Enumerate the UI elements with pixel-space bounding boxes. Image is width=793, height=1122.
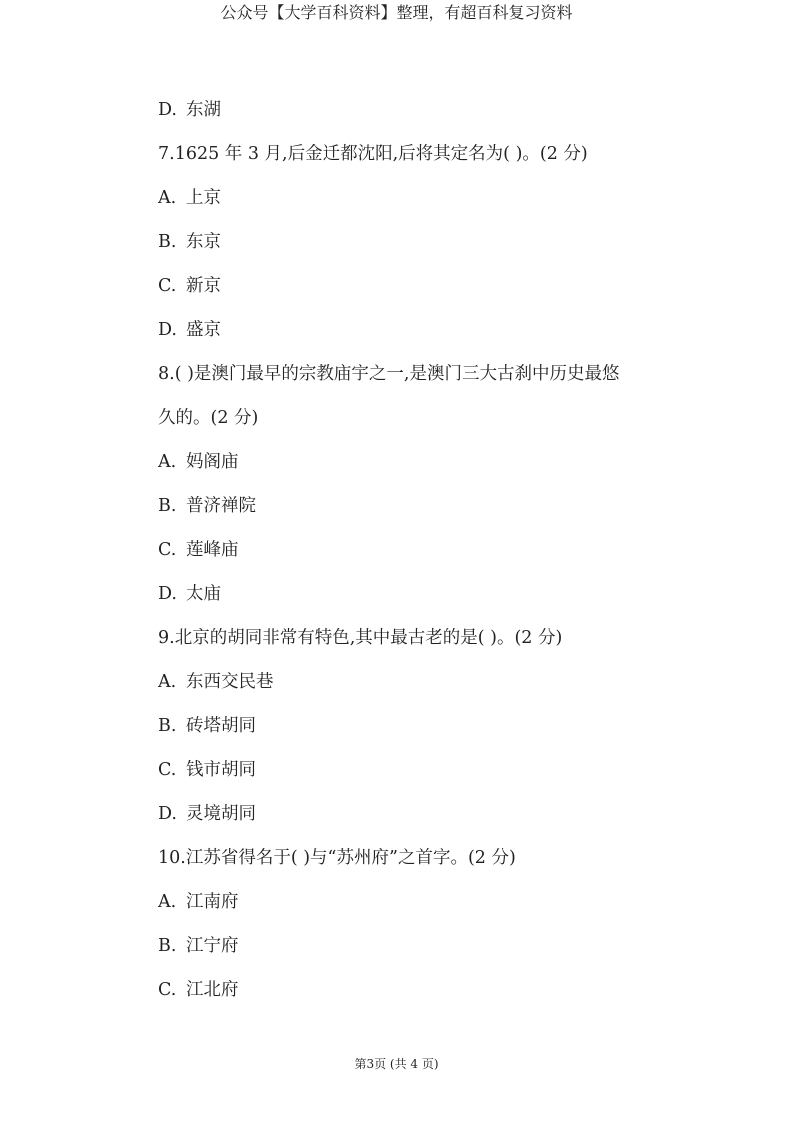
option-letter: C. [158,276,177,296]
option-line [158,88,678,132]
option-letter: B. [158,936,177,956]
option-text: 钱市胡同 [186,760,256,780]
option-line [158,704,678,748]
question-line: 9.北京的胡同非常有特色,其中最古老的是( )。(2 分) [158,628,563,648]
option-letter: B. [158,232,177,252]
page-number: 第3页 (共 4 页) [354,1057,439,1071]
option-letter: A. [158,452,177,472]
option-text: 灵境胡同 [186,804,256,824]
question-line: 7.1625 年 3 月,后金迁都沈阳,后将其定名为( )。(2 分) [158,144,588,164]
option-line [158,748,678,792]
option-letter: C. [158,980,177,1000]
question-line: 久的。(2 分) [158,408,259,428]
option-letter: D. [158,584,177,604]
option-line [158,572,678,616]
option-text: 盛京 [186,320,221,340]
option-letter: A. [158,672,177,692]
option-line [158,220,678,264]
option-text: 东西交民巷 [186,672,274,692]
option-letter: A. [158,892,177,912]
option-text: 江北府 [186,980,239,1000]
question-content [158,88,678,1012]
option-text: 东湖 [186,100,221,120]
question-line: 8.( )是澳门最早的宗教庙宇之一,是澳门三大古刹中历史最悠 [158,364,620,384]
option-text: 新京 [186,276,221,296]
option-text: 太庙 [186,584,221,604]
option-letter: B. [158,496,177,516]
option-line [158,528,678,572]
option-letter: D. [158,100,177,120]
option-line [158,660,678,704]
option-line [158,308,678,352]
option-line [158,792,678,836]
option-line [158,264,678,308]
option-line [158,176,678,220]
option-text: 妈阁庙 [186,452,239,472]
option-letter: A. [158,188,177,208]
option-text: 普济禅院 [186,496,256,516]
option-text: 江宁府 [186,936,239,956]
option-letter: C. [158,540,177,560]
option-text: 江南府 [186,892,239,912]
option-text: 砖塔胡同 [186,716,256,736]
option-line [158,968,678,1012]
option-line [158,440,678,484]
page-header: 公众号【大学百科资料】整理，有超百科复习资料 [220,3,573,22]
question-line: 10.江苏省得名于( )与“苏州府”之首字。(2 分) [158,848,516,868]
option-letter: D. [158,320,177,340]
option-letter: B. [158,716,177,736]
option-letter: C. [158,760,177,780]
option-text: 上京 [186,188,221,208]
option-text: 东京 [186,232,221,252]
option-text: 莲峰庙 [186,540,239,560]
option-line [158,880,678,924]
option-letter: D. [158,804,177,824]
option-line [158,924,678,968]
option-line [158,484,678,528]
